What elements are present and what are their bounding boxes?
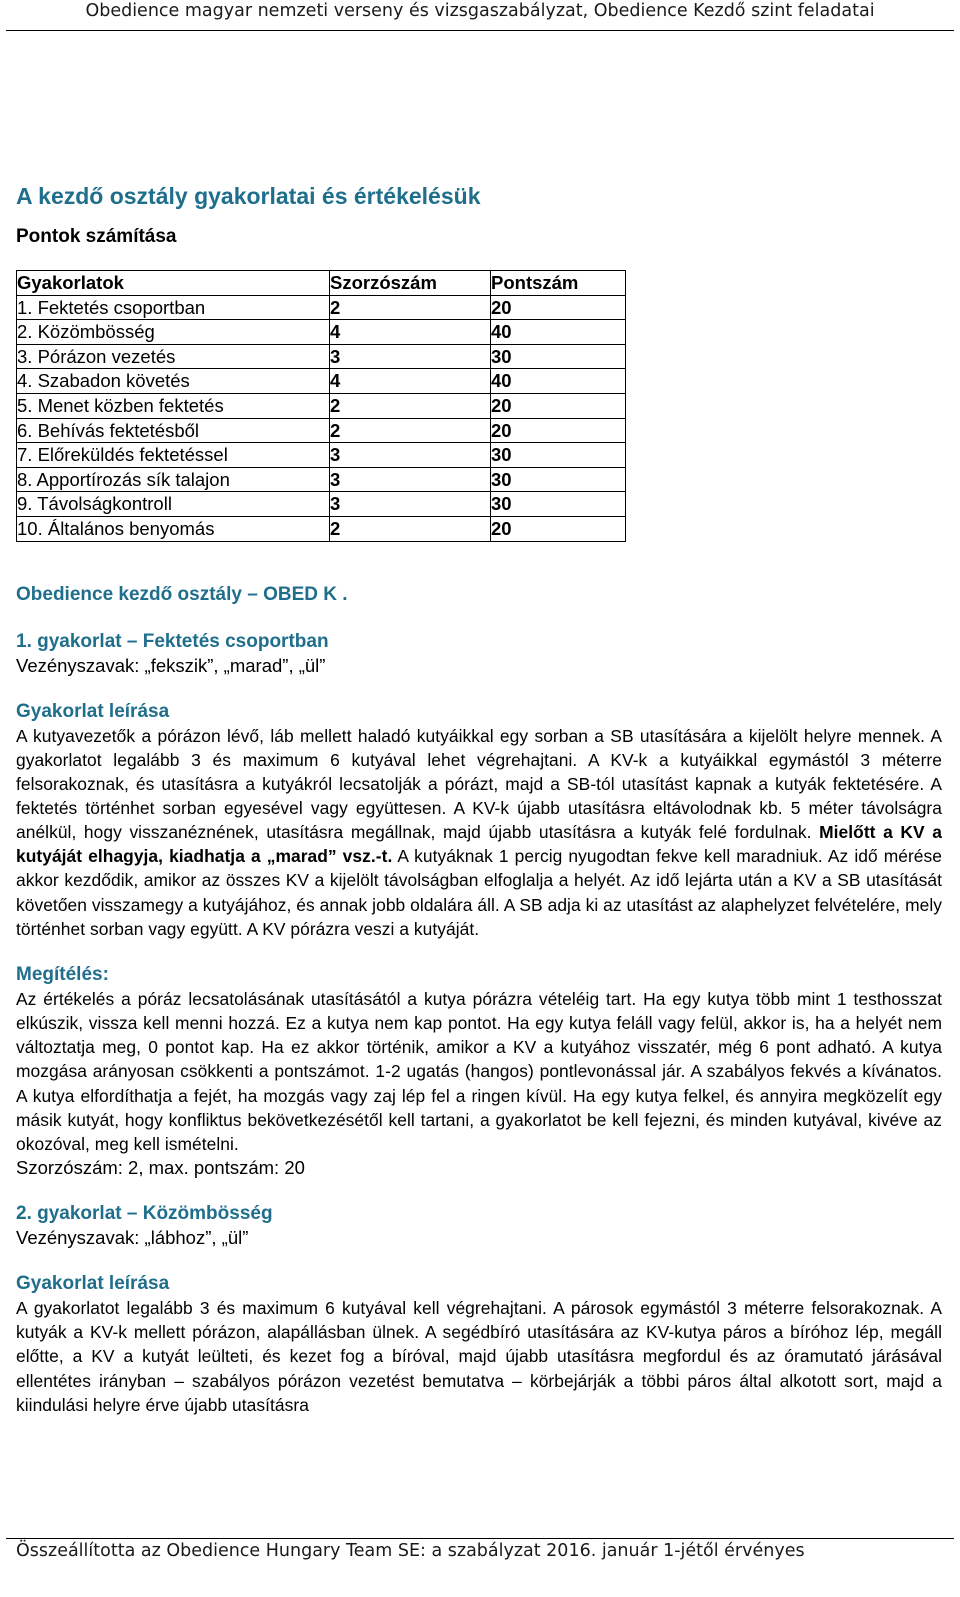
table-row [17, 369, 626, 394]
document-body [16, 180, 942, 1417]
table-row [17, 344, 626, 369]
table-row [17, 418, 626, 443]
points-cell: 40 [491, 369, 626, 394]
exercise-name-cell: 1. Fektetés csoportban [17, 295, 330, 320]
exercise-name-cell: 8. Apportírozás sík talajon [17, 467, 330, 492]
exercise-1-description-part-1: A kutyavezetők a pórázon lévő, láb mellett haladó kutyáikkal egy sorban a SB utasítására a kijelölt helyre mennek. A gyakorlatot legalább 3 és maximum 6 kutyával lehet végrehajtani. A KV-k a kutyáikkal egymástól 3 méterre felsorakoznak, és utasításra a kutyákról lecsatolják a pórázt, majd a SB-tól utasítást kapnak a kutyák fektetésére. A fektetés történhet sorban egyesével vagy együttesen. A KV-k újabb utasításra eltávolodnak kb. 5 méter távolságra anélkül, hogy visszanéznének, utasításra megállnak, majd újabb utasításra a kutyák felé fordulnak. [16, 725, 942, 843]
exercise-1-description-part-2: A kutyáknak 1 percig nyugodtan fekve kell maradniuk. Az idő mérése akkor kezdődik, amikor az összes KV a kijelölt távolságban elfoglalja a helyét. Az idő lejárta után a KV a SB utasítását követően visszamegy a kutyájához, és annak jobb oldalára áll. A SB adja ki az utasítást az alaphelyzet felvételére, mely történhet sorban vagy együtt. A KV pórázra veszi a kutyáját. [16, 846, 942, 939]
scores-table [16, 270, 626, 542]
table-row [17, 320, 626, 345]
exercise-2-description-heading: Gyakorlat leírása [16, 1273, 170, 1295]
points-cell: 20 [491, 295, 626, 320]
footer-divider [6, 1538, 954, 1539]
multiplier-cell: 3 [330, 443, 491, 468]
exercise-2-description: A gyakorlatot legalább 3 és maximum 6 kutyával kell végrehajtani. A párosok egymástól 3 méterre felsorakoznak. A kutyák a KV-k mellett pórázon, alapállásban ülnek. A segédbíró utasítására az KV-kutya páros a bíróhoz lép, megáll előtte, a KV a kutyát leülteti, és kezet fog a bíróval, majd újabb utasításra megfordul és az óramutató járásával ellentétes irányban – szabályos pórázon vezetést bemutatva – körbejárják a többi páros által alkotott sort, majd a kiindulási helyre érve újabb utasításra [16, 1298, 942, 1415]
multiplier-cell: 2 [330, 393, 491, 418]
class-heading: Obedience kezdő osztály – OBED K . [16, 583, 348, 605]
points-cell: 30 [491, 467, 626, 492]
page-title: A kezdő osztály gyakorlatai és értékelésük [16, 183, 481, 209]
table-row [17, 516, 626, 541]
exercise-name-cell: 7. Előreküldés fektetéssel [17, 443, 330, 468]
col-header-multiplier: Szorzószám [330, 271, 491, 296]
page-header [0, 0, 960, 32]
multiplier-cell: 2 [330, 516, 491, 541]
exercise-name-cell: 2. Közömbösség [17, 320, 330, 345]
exercise-name-cell: 4. Szabadon követés [17, 369, 330, 394]
multiplier-cell: 2 [330, 418, 491, 443]
points-cell: 20 [491, 393, 626, 418]
exercise-1-title: 1. gyakorlat – Fektetés csoportban [16, 630, 329, 652]
exercise-2-commands: Vezényszavak: „lábhoz”, „ül” [16, 1227, 249, 1249]
exercise-name-cell: 9. Távolságkontroll [17, 492, 330, 517]
multiplier-cell: 3 [330, 492, 491, 517]
exercise-1-judging-text: Az értékelés a póráz lecsatolásának utasításától a kutya pórázra vételéig tart. Ha egy kutya több mint 1 testhosszat elkúszik, vissza kell menni hozzá. Ez a kutya nem kap pontot. Ha egy kutya feláll vagy felül, akkor is, ha a helyét nem változtatja meg, 0 pontot kap. Ha ez akkor történik, amikor a KV a kutyához visszatér, még 6 pont adható. A kutya mozgása arányosan csökkenti a pontszámot. 1-2 ugatás (hangos) pontlevonással jár. A szabályos fekvés a kívánatos. A kutya elfordíthatja a fejét, ha mozgás vagy zaj lép fel a ringen kívül. Ha egy kutya felkel, és annyira megközelít egy másik kutyát, hogy konfliktus bekövetkezésétől kell tartani, a gyakorlatot be kell fejezni, és minden kutyával, kivéve az okozóval, meg kell ismételni. [16, 988, 942, 1154]
points-cell: 20 [491, 516, 626, 541]
exercise-1-multiplier: Szorzószám: 2, max. pontszám: 20 [16, 1157, 305, 1179]
points-cell: 40 [491, 320, 626, 345]
points-cell: 30 [491, 492, 626, 517]
col-header-exercises: Gyakorlatok [17, 271, 330, 296]
table-row [17, 467, 626, 492]
multiplier-cell: 2 [330, 295, 491, 320]
exercise-name-cell: 3. Pórázon vezetés [17, 344, 330, 369]
multiplier-cell: 3 [330, 467, 491, 492]
points-cell: 20 [491, 418, 626, 443]
table-body [17, 295, 626, 541]
table-row [17, 443, 626, 468]
exercise-name-cell: 5. Menet közben fektetés [17, 393, 330, 418]
exercise-1-description-bold: Mielőtt a KV a kutyáját elhagyja, kiadhatja a „marad” vsz.-t. [16, 822, 942, 867]
exercise-1-description [16, 724, 942, 941]
table-header-row [17, 271, 626, 296]
exercise-2-title: 2. gyakorlat – Közömbösség [16, 1203, 273, 1225]
exercise-1-description-heading: Gyakorlat leírása [16, 700, 170, 722]
multiplier-cell: 4 [330, 369, 491, 394]
multiplier-cell: 4 [330, 320, 491, 345]
table-row [17, 492, 626, 517]
header-divider [6, 30, 954, 31]
page-footer: Összeállította az Obedience Hungary Team SE: a szabályzat 2016. január 1-jétől érvényes [16, 1541, 805, 1561]
points-cell: 30 [491, 344, 626, 369]
running-title: Obedience magyar nemzeti verseny és vizsgaszabályzat, Obedience Kezdő szint feladatai [85, 1, 875, 21]
col-header-points: Pontszám [491, 271, 626, 296]
table-row [17, 393, 626, 418]
table-row [17, 295, 626, 320]
points-heading: Pontok számítása [16, 226, 177, 247]
exercise-1-commands: Vezényszavak: „fekszik”, „marad”, „ül” [16, 654, 326, 676]
exercise-name-cell: 10. Általános benyomás [17, 516, 330, 541]
exercise-1-judging-heading: Megítélés: [16, 963, 109, 985]
exercise-name-cell: 6. Behívás fektetésből [17, 418, 330, 443]
points-cell: 30 [491, 443, 626, 468]
multiplier-cell: 3 [330, 344, 491, 369]
